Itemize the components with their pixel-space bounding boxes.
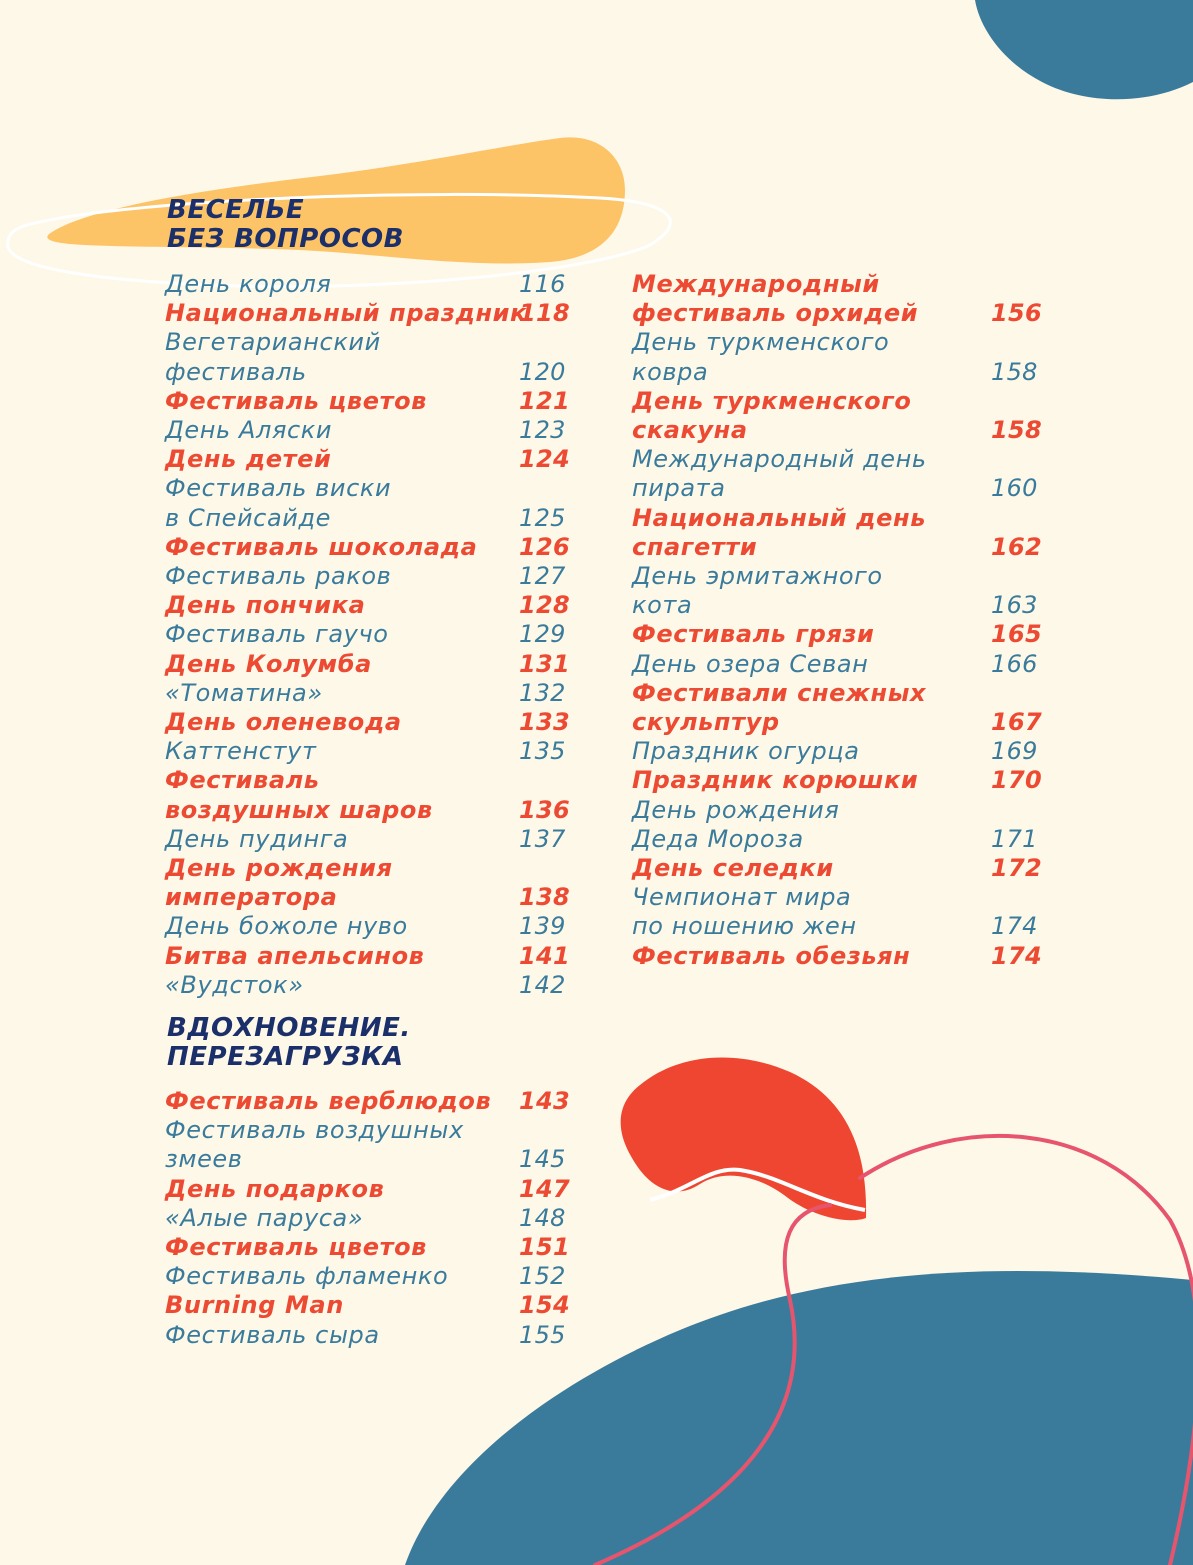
toc-entry-title: День подарков [165, 1174, 385, 1203]
toc-entry-title: по ношению жен [632, 912, 857, 941]
toc-entry-page-number: 131 [519, 649, 570, 678]
toc-entry[interactable] [165, 445, 595, 474]
toc-entry-title: Вегетарианский [165, 328, 381, 357]
toc-entry[interactable] [165, 270, 595, 299]
toc-entry-page-number: 124 [519, 445, 570, 474]
toc-entry-page-number: 142 [519, 970, 566, 999]
toc-entry-page-number: 172 [991, 854, 1042, 883]
toc-entry-title: День рождения [165, 854, 393, 883]
toc-entry-page-number: 148 [519, 1203, 566, 1232]
toc-entry-title: Фестивали снежных [632, 678, 927, 707]
toc-entry-title: Фестиваль раков [165, 562, 392, 591]
toc-entry-title: Праздник корюшки [632, 766, 919, 795]
toc-entry[interactable] [632, 270, 1082, 328]
toc-entry-title: фестиваль [165, 357, 307, 386]
toc-entry-title: Фестиваль грязи [632, 620, 875, 649]
toc-entry-title: День короля [165, 270, 332, 298]
toc-entry-title: День Колумба [165, 649, 372, 678]
toc-entry[interactable] [165, 1087, 595, 1116]
top-right-blue-blob [975, 0, 1193, 99]
toc-entry[interactable] [632, 650, 1082, 679]
toc-entry[interactable] [165, 912, 595, 941]
toc-entry-title: Фестиваль цветов [165, 386, 427, 415]
toc-entry[interactable] [165, 650, 595, 679]
toc-entry-title: Фестиваль фламенко [165, 1262, 449, 1291]
toc-entry[interactable] [165, 1175, 595, 1204]
section-title-line: ВЕСЕЛЬЕ [167, 195, 305, 225]
toc-entry-page-number: 174 [991, 912, 1038, 941]
toc-entry-page-number: 128 [519, 591, 570, 620]
toc-entry-page-number: 147 [519, 1174, 570, 1203]
toc-entry-title: Национальный праздник [165, 299, 527, 328]
toc-entry-page-number: 132 [519, 678, 566, 707]
toc-entry-title: Деда Мороза [632, 824, 804, 853]
toc-entry-title: День рождения [632, 795, 840, 824]
toc-entry-title: Фестиваль виски [165, 474, 392, 503]
toc-entry[interactable] [165, 533, 595, 562]
toc-entry[interactable] [165, 766, 595, 824]
toc-entry-page-number: 174 [991, 941, 1042, 970]
toc-entry-title: День Аляски [165, 416, 333, 445]
toc-entry-title: пирата [632, 474, 726, 503]
toc-entry[interactable] [632, 766, 1082, 795]
toc-entry-title: змеев [165, 1145, 243, 1174]
toc-entry[interactable] [165, 620, 595, 649]
toc-entry[interactable] [632, 942, 1082, 971]
toc-entry-title: День селедки [632, 854, 834, 883]
toc-entry-page-number: 156 [991, 299, 1042, 328]
toc-entry[interactable] [632, 328, 1082, 386]
toc-entry-page-number: 125 [519, 503, 566, 532]
toc-entry-page-number: 141 [519, 941, 570, 970]
toc-entry-title: скакуна [632, 416, 748, 445]
toc-entry-page-number: 120 [519, 357, 566, 386]
toc-entry-page-number: 139 [519, 912, 566, 941]
toc-entry-page-number: 165 [991, 620, 1042, 649]
toc-entry[interactable] [165, 825, 595, 854]
toc-entry[interactable] [165, 1204, 595, 1233]
section-title-fun [167, 196, 404, 254]
toc-entry-title: «Алые паруса» [165, 1203, 364, 1232]
toc-entry-title: Фестиваль гаучо [165, 620, 389, 649]
toc-entry-page-number: 116 [519, 270, 566, 298]
toc-entry[interactable] [165, 971, 595, 1000]
toc-entry[interactable] [632, 562, 1082, 620]
toc-entry[interactable] [632, 883, 1082, 941]
toc-entry-page-number: 162 [991, 532, 1042, 561]
toc-entry[interactable] [165, 1262, 595, 1291]
toc-entry-page-number: 158 [991, 416, 1042, 445]
toc-entry-title: Фестиваль цветов [165, 1233, 427, 1262]
toc-entry-title: День детей [165, 445, 332, 474]
toc-entry-title: ковра [632, 357, 709, 386]
toc-entry-page-number: 163 [991, 591, 1038, 620]
toc-entry-page-number: 123 [519, 416, 566, 445]
toc-entry-page-number: 138 [519, 883, 570, 912]
toc-entry-title: в Спейсайде [165, 503, 332, 532]
toc-entry-page-number: 170 [991, 766, 1042, 795]
toc-entry-title: День туркменского [632, 328, 890, 357]
toc-entry[interactable] [165, 1291, 595, 1320]
toc-entry-title: День туркменского [632, 386, 912, 415]
toc-entry[interactable] [165, 942, 595, 971]
toc-entry-page-number: 155 [519, 1320, 566, 1349]
toc-entry-title: Чемпионат мира [632, 883, 852, 912]
toc-entry-page-number: 129 [519, 620, 566, 649]
toc-entry-title: День пончика [165, 591, 366, 620]
toc-entry-title: Фестиваль шоколада [165, 532, 478, 561]
toc-entry[interactable] [165, 1321, 595, 1350]
toc-entry-page-number: 133 [519, 708, 570, 737]
toc-entry[interactable] [165, 854, 595, 912]
toc-entry[interactable] [632, 620, 1082, 649]
toc-entry-page-number: 166 [991, 649, 1038, 678]
toc-entry-page-number: 143 [519, 1087, 570, 1115]
toc-entry-page-number: 121 [519, 386, 570, 415]
toc-column-inspiration [165, 1087, 595, 1350]
toc-entry-title: Международный [632, 270, 880, 298]
toc-entry[interactable] [165, 328, 595, 386]
toc-entry-title: Фестиваль [165, 766, 320, 795]
toc-column-right [632, 270, 1082, 971]
toc-entry[interactable] [632, 854, 1082, 883]
toc-entry[interactable] [632, 737, 1082, 766]
toc-entry-title: Битва апельсинов [165, 941, 425, 970]
toc-entry[interactable] [165, 562, 595, 591]
toc-entry-title: Фестиваль сыра [165, 1320, 380, 1349]
toc-entry-title: скульптур [632, 708, 780, 737]
toc-entry[interactable] [165, 299, 595, 328]
toc-entry-page-number: 135 [519, 737, 566, 766]
toc-entry-title: императора [165, 883, 338, 912]
toc-entry-title: «Вудсток» [165, 970, 304, 999]
toc-entry-title: День пудинга [165, 824, 349, 853]
toc-entry-page-number: 137 [519, 824, 566, 853]
toc-entry[interactable] [165, 708, 595, 737]
toc-entry-page-number: 158 [991, 357, 1038, 386]
section-title-line: ВДОХНОВЕНИЕ. [167, 1013, 411, 1043]
toc-entry-title: Праздник огурца [632, 737, 860, 766]
toc-entry[interactable] [632, 504, 1082, 562]
toc-entry-title: Фестиваль верблюдов [165, 1087, 492, 1115]
toc-entry-title: День божоле нуво [165, 912, 408, 941]
toc-entry-page-number: 169 [991, 737, 1038, 766]
toc-entry[interactable] [632, 679, 1082, 737]
toc-entry-page-number: 151 [519, 1233, 570, 1262]
toc-entry-page-number: 127 [519, 562, 566, 591]
toc-entry[interactable] [165, 1233, 595, 1262]
toc-entry-title: воздушных шаров [165, 795, 433, 824]
toc-entry-title: День озера Севан [632, 649, 869, 678]
toc-entry[interactable] [632, 445, 1082, 503]
toc-entry-title: Национальный день [632, 503, 926, 532]
toc-entry-page-number: 145 [519, 1145, 566, 1174]
toc-entry[interactable] [632, 796, 1082, 854]
toc-entry[interactable] [165, 387, 595, 416]
toc-entry-title: День эрмитажного [632, 562, 883, 591]
toc-entry-title: Каттенстут [165, 737, 317, 766]
toc-entry[interactable] [165, 1116, 595, 1174]
toc-entry-title: «Томатина» [165, 678, 323, 707]
toc-entry-title: Фестиваль обезьян [632, 941, 911, 970]
toc-entry-page-number: 171 [991, 824, 1038, 853]
toc-entry-page-number: 167 [991, 708, 1042, 737]
toc-entry-page-number: 126 [519, 532, 570, 561]
section-title-line: ПЕРЕЗАГРУЗКА [167, 1042, 404, 1072]
toc-entry-page-number: 152 [519, 1262, 566, 1291]
toc-entry[interactable] [165, 474, 595, 532]
toc-entry[interactable] [632, 387, 1082, 445]
toc-entry-title: День оленевода [165, 708, 402, 737]
toc-entry-title: Burning Man [165, 1291, 344, 1320]
section-title-inspiration [167, 1014, 411, 1072]
toc-entry-title: кота [632, 591, 693, 620]
toc-entry[interactable] [165, 416, 595, 445]
toc-entry[interactable] [165, 679, 595, 708]
section-title-line: БЕЗ ВОПРОСОВ [167, 224, 404, 254]
toc-entry-page-number: 154 [519, 1291, 570, 1320]
toc-entry-title: спагетти [632, 532, 758, 561]
toc-entry-page-number: 160 [991, 474, 1038, 503]
toc-entry[interactable] [165, 591, 595, 620]
toc-entry-title: фестиваль орхидей [632, 299, 919, 328]
toc-entry-page-number: 136 [519, 795, 570, 824]
toc-entry-title: Фестиваль воздушных [165, 1116, 464, 1145]
toc-entry-title: Международный день [632, 445, 927, 474]
toc-column-left [165, 270, 595, 1000]
toc-entry[interactable] [165, 737, 595, 766]
toc-entry-page-number: 118 [519, 299, 570, 328]
